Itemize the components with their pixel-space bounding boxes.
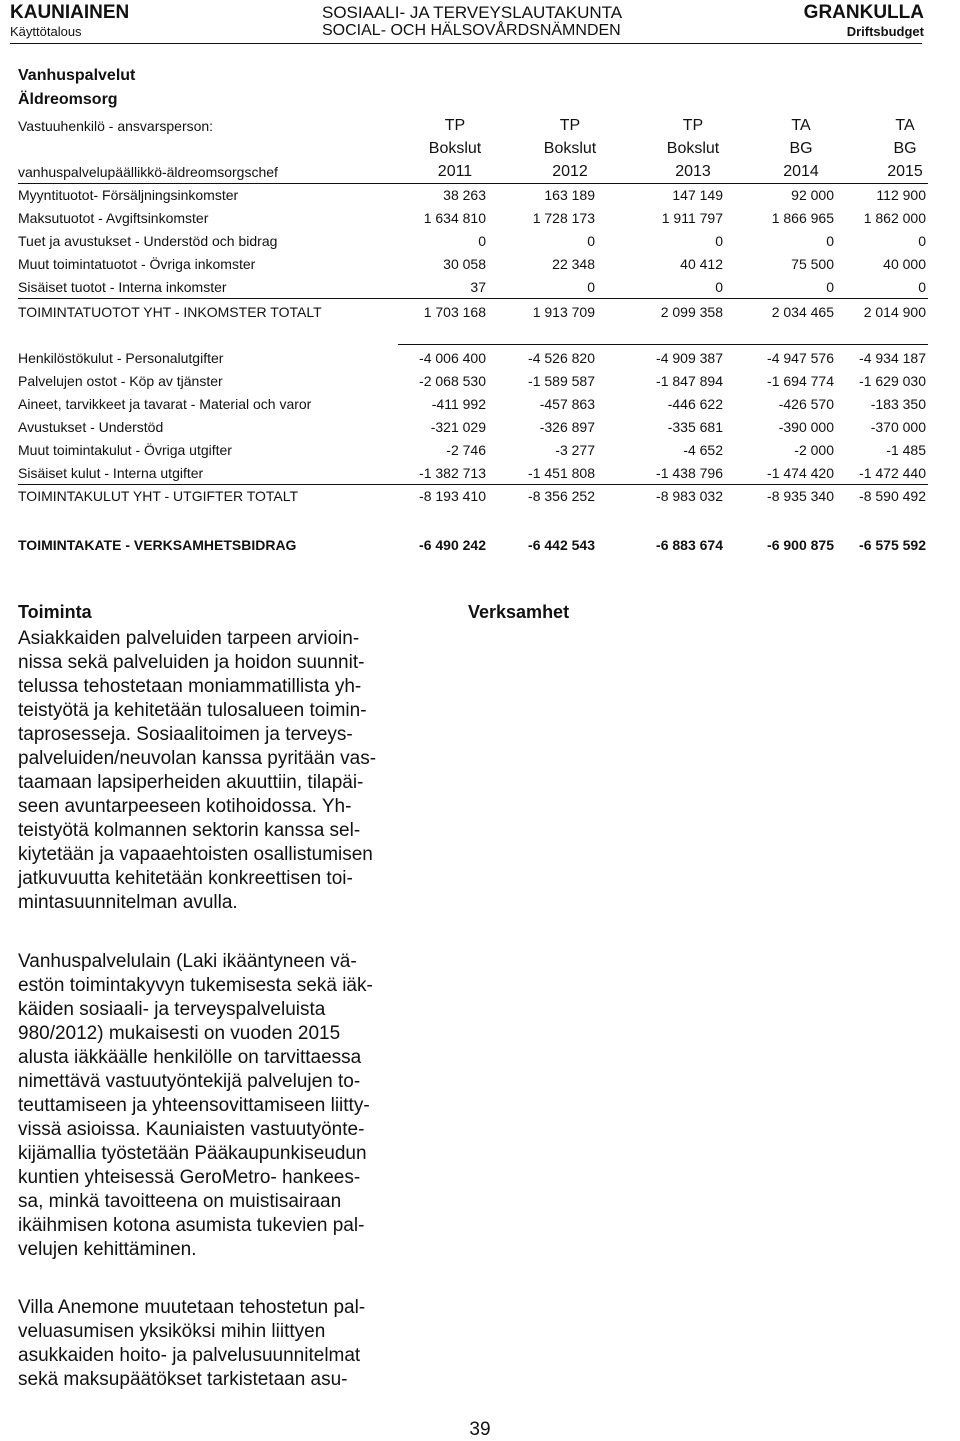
cell: -183 350 — [870, 396, 926, 412]
text-line: mintasuunnitelman avulla. — [18, 892, 238, 913]
text-line: kuntien yhteisessä GeroMetro- hankees- — [18, 1167, 361, 1188]
text-line: 980/2012) mukaisesti on vuoden 2015 — [18, 1023, 341, 1044]
cell: 40 412 — [680, 256, 723, 272]
cell: -370 000 — [870, 419, 926, 435]
text-line: jatkuvuutta kehitetään konkreettisen toi- — [18, 868, 353, 889]
table-row — [18, 370, 928, 392]
net-result-row — [18, 534, 928, 556]
cell: 0 — [478, 233, 486, 249]
cell: -457 863 — [539, 396, 595, 412]
col-type: TP — [682, 117, 704, 134]
expense-header-rule — [398, 344, 928, 345]
cell: 0 — [587, 233, 595, 249]
cell: 0 — [587, 279, 595, 295]
cell: -6 442 543 — [528, 537, 595, 553]
col-type: TA — [791, 117, 811, 134]
cell: 1 634 810 — [423, 210, 486, 226]
cell: -6 575 592 — [859, 537, 926, 553]
cell: 112 900 — [876, 187, 926, 203]
cell: -1 589 587 — [528, 373, 595, 389]
row-label: Palvelujen ostot - Köp av tjänster — [18, 373, 223, 389]
committee-name-sv: SOCIAL- OCH HÄLSOVÅRDSNÄMNDEN — [322, 22, 621, 39]
cell: 147 149 — [672, 187, 723, 203]
col-year: 2012 — [552, 163, 588, 180]
cell: -335 681 — [667, 419, 723, 435]
text-line: veluasumisen yksiköksi mihin liittyen — [18, 1321, 326, 1342]
cell: -4 947 576 — [767, 350, 834, 366]
cell: 40 000 — [883, 256, 926, 272]
toiminta-heading: Toiminta — [18, 602, 92, 622]
budget-type-sv: Driftsbudget — [846, 24, 924, 39]
row-label: Sisäiset tuotot - Interna inkomster — [18, 279, 227, 295]
col-sub: Bokslut — [666, 140, 720, 157]
table-row — [18, 462, 928, 484]
cell: -1 847 894 — [656, 373, 723, 389]
cell: 1 862 000 — [863, 210, 926, 226]
cell: 2 099 358 — [660, 304, 723, 320]
cell: -8 590 492 — [859, 488, 926, 504]
paragraph-activity — [18, 627, 438, 915]
header-divider — [10, 43, 922, 44]
cell: 0 — [826, 279, 834, 295]
cell: -1 485 — [886, 442, 926, 458]
responsible-label: Vastuuhenkilö - ansvarsperson: — [18, 118, 214, 134]
col-type: TP — [444, 117, 466, 134]
cell: -6 900 875 — [767, 537, 834, 553]
table-row — [18, 393, 928, 415]
text-line: asukkaiden hoito- ja palvelusuunnitelmat — [18, 1345, 361, 1366]
committee-name-fi: SOSIAALI- JA TERVEYSLAUTAKUNTA — [322, 3, 623, 22]
page-number: 39 — [469, 1419, 491, 1440]
text-line: taprosesseja. Sosiaalitoimen ja terveys- — [18, 724, 353, 745]
cell: -1 451 808 — [528, 465, 595, 481]
cell: -6 490 242 — [419, 537, 486, 553]
cell: 1 866 965 — [771, 210, 834, 226]
text-line: teistyötä kolmannen sektorin kanssa sel- — [18, 820, 361, 841]
text-line: kijämallia työstetään Pääkaupunkiseudun — [18, 1143, 367, 1164]
text-line: kiytetään ja vapaaehtoisten osallistumisen — [18, 844, 373, 865]
col-year: 2015 — [887, 163, 923, 180]
text-line: vissä asioissa. Kauniaisten vastuutyönte- — [18, 1119, 365, 1140]
table-row — [18, 253, 928, 275]
cell: -8 983 032 — [656, 488, 723, 504]
table-header-year-row — [18, 161, 928, 183]
cell: -1 629 030 — [859, 373, 926, 389]
row-label: TOIMINTATUOTOT YHT - INKOMSTER TOTALT — [18, 304, 322, 320]
row-label: Muut toimintakulut - Övriga utgifter — [18, 442, 232, 458]
text-line: alusta iäkkäälle henkilölle on tarvittaessa — [18, 1047, 362, 1068]
budget-type-fi: Käyttötalous — [10, 24, 82, 39]
cell: -2 746 — [446, 442, 486, 458]
col-sub: BG — [893, 140, 917, 157]
cell: -4 909 387 — [656, 350, 723, 366]
col-sub: BG — [789, 140, 813, 157]
cell: 22 348 — [552, 256, 595, 272]
verksamhet-heading: Verksamhet — [468, 602, 570, 622]
expense-total-row — [18, 485, 928, 507]
row-label: Muut toimintatuotot - Övriga inkomster — [18, 256, 256, 272]
text-line: Villa Anemone muutetaan tehostetun pal- — [18, 1297, 366, 1318]
table-row — [18, 416, 928, 438]
text-line: teistyötä ja kehitetään tulosalueen toimin- — [18, 700, 367, 721]
cell: 2 014 900 — [863, 304, 926, 320]
cell: 0 — [918, 279, 926, 295]
table-row — [18, 230, 928, 252]
cell: -2 000 — [794, 442, 834, 458]
text-line: Asiakkaiden palveluiden tarpeen arvioin- — [18, 628, 360, 649]
cell: -326 897 — [539, 419, 595, 435]
cell: -1 382 713 — [419, 465, 486, 481]
cell: -4 006 400 — [419, 350, 486, 366]
text-line: palveluiden/neuvolan kanssa pyritään vas- — [18, 748, 377, 769]
cell: 75 500 — [791, 256, 834, 272]
cell: 0 — [918, 233, 926, 249]
col-type: TP — [559, 117, 581, 134]
cell: 1 728 173 — [532, 210, 595, 226]
text-line: ikäihmisen kotona asumista tukevien pal- — [18, 1215, 365, 1236]
text-line: taamaan lapsiperheiden akuuttiin, tilapäi- — [18, 772, 364, 793]
text-line: telussa tehostetaan moniammatillista yh- — [18, 676, 362, 697]
text-line: nimettävä vastuutyöntekijä palvelujen to- — [18, 1071, 361, 1092]
cell: 1 911 797 — [661, 210, 723, 226]
cell: 37 — [470, 279, 486, 295]
paragraph-elderly-services-act — [18, 950, 438, 1262]
table-row — [18, 276, 928, 298]
cell: -426 570 — [778, 396, 834, 412]
cell: -4 526 820 — [528, 350, 595, 366]
text-line: velujen kehittäminen. — [18, 1239, 197, 1260]
col-year: 2011 — [437, 163, 473, 180]
cell: 92 000 — [791, 187, 834, 203]
income-total-row — [18, 301, 928, 323]
table-header-sub-row — [18, 138, 928, 160]
cell: 2 034 465 — [771, 304, 834, 320]
municipality-name-sv: GRANKULLA — [803, 2, 924, 23]
cell: -1 694 774 — [767, 373, 834, 389]
row-label: Avustukset - Understöd — [18, 419, 164, 435]
text-line: Vanhuspalvelulain (Laki ikääntyneen vä- — [18, 951, 357, 972]
cell: -1 472 440 — [859, 465, 926, 481]
cell: -390 000 — [778, 419, 834, 435]
cell: -446 622 — [667, 396, 723, 412]
col-type: TA — [895, 117, 915, 134]
cell: 38 263 — [443, 187, 486, 203]
municipality-name-fi: KAUNIAINEN — [10, 2, 130, 23]
cell: 0 — [715, 279, 723, 295]
cell: 1 703 168 — [423, 304, 486, 320]
cell: 0 — [826, 233, 834, 249]
cell: -321 029 — [430, 419, 486, 435]
table-row — [18, 207, 928, 229]
col-sub: Bokslut — [428, 140, 482, 157]
table-row — [18, 439, 928, 461]
cell: 163 189 — [544, 187, 595, 203]
cell: -8 193 410 — [419, 488, 486, 504]
row-label: Myyntituotot- Försäljningsinkomster — [18, 187, 239, 203]
cell: 0 — [715, 233, 723, 249]
text-line: käiden sosiaali- ja terveyspalveluista — [18, 999, 326, 1020]
paragraph-villa-anemone — [18, 1296, 438, 1392]
col-year: 2014 — [783, 163, 819, 180]
cell: 1 913 709 — [532, 304, 595, 320]
text-line: sa, minkä tavoitteena on muistisairaan — [18, 1191, 342, 1212]
col-year: 2013 — [675, 163, 711, 180]
cell: 30 058 — [443, 256, 486, 272]
cell: -4 652 — [683, 442, 723, 458]
table-header-type-row — [18, 115, 928, 137]
text-line: estön toimintakyvyn tukemisesta sekä iäk- — [18, 975, 373, 996]
text-line: seen avuntarpeeseen kotihoidossa. Yh- — [18, 796, 352, 817]
cell: -3 277 — [555, 442, 595, 458]
col-sub: Bokslut — [543, 140, 597, 157]
table-row — [18, 184, 928, 206]
row-label: Sisäiset kulut - Interna utgifter — [18, 465, 204, 481]
row-label: Tuet ja avustukset - Understöd och bidrag — [18, 233, 278, 249]
row-label: TOIMINTAKULUT YHT - UTGIFTER TOTALT — [18, 488, 299, 504]
cell: -1 438 796 — [656, 465, 723, 481]
cell: -6 883 674 — [656, 537, 723, 553]
text-line: nissa sekä palveluiden ja hoidon suunnit- — [18, 652, 365, 673]
table-row — [18, 347, 928, 369]
responsible-name: vanhuspalvelupäällikkö-äldreomsorgschef — [18, 164, 278, 180]
cell: -411 992 — [431, 396, 486, 412]
row-label: Aineet, tarvikkeet ja tavarat - Material och varor — [18, 396, 312, 412]
row-label: Henkilöstökulut - Personalutgifter — [18, 350, 224, 366]
text-line: teuttamiseen ja yhteensovittamiseen liitty- — [18, 1095, 370, 1116]
row-label: Maksutuotot - Avgiftsinkomster — [18, 210, 209, 226]
text-line: sekä maksupäätökset tarkistetaan asu- — [18, 1369, 348, 1390]
cell: -8 356 252 — [528, 488, 595, 504]
section-title-sv: Äldreomsorg — [18, 91, 118, 108]
cell: -2 068 530 — [419, 373, 486, 389]
cell: -1 474 420 — [767, 465, 834, 481]
cell: -4 934 187 — [859, 350, 926, 366]
row-label: TOIMINTAKATE - VERKSAMHETSBIDRAG — [18, 537, 297, 553]
cell: -8 935 340 — [767, 488, 834, 504]
section-title-fi: Vanhuspalvelut — [18, 67, 136, 84]
income-subtotal-rule — [18, 298, 928, 299]
